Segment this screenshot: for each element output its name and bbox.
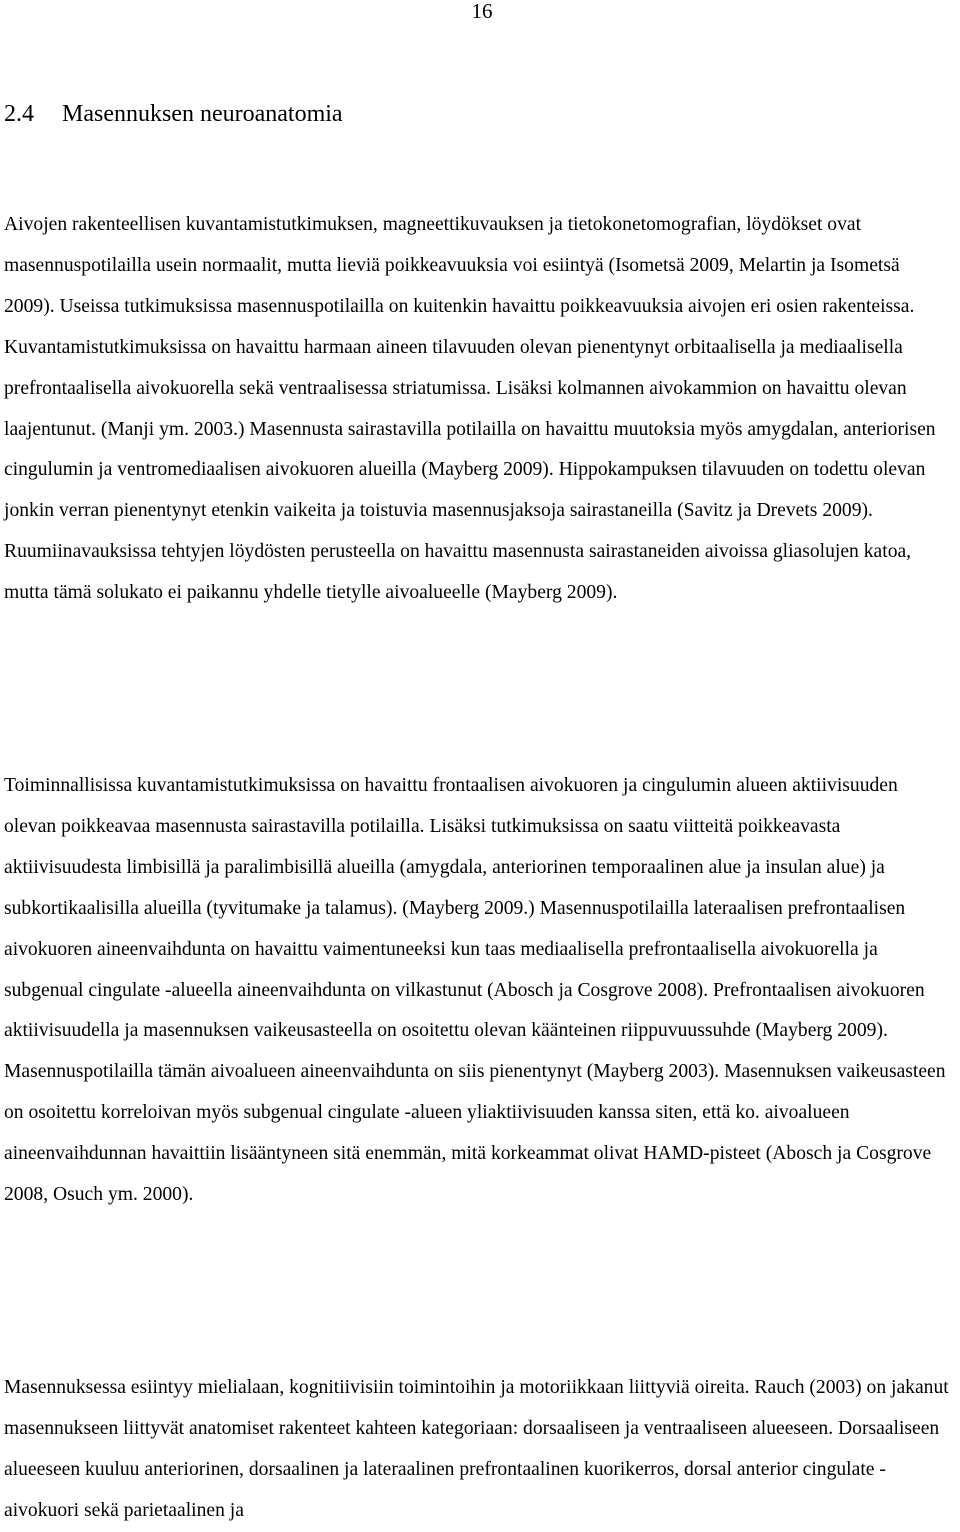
paragraph-symptom-categories: Masennuksessa esiintyy mielialaan, kognitiivisiin toimintoihin ja motoriikkaan liittyviä oireita. Rauch (2003) on jakanut masennukseen liittyvät anatomiset rakenteet kahteen kategoriaan: dorsaaliseen ja ventraaliseen alueeseen. Dorsaaliseen alueeseen kuuluu anteriorinen, dorsaalinen ja lateraalinen prefrontaalinen kuorikerros, dorsal anterior cingulate -aivokuori sekä parietaalinen ja: [4, 1377, 949, 1521]
section-number: 2.4: [4, 101, 34, 127]
paragraph-structural-imaging: Aivojen rakenteellisen kuvantamistutkimuksen, magneettikuvauksen ja tietokonetomografian, löydökset ovat masennuspotilailla usein normaalit, mutta lieviä poikkeavuuksia voi esiintyä (Isometsä 2009, Melartin ja Isometsä 2009). Useissa tutkimuksissa masennuspotilailla on kuitenkin havaittu poikkeavuuksia aivojen eri osien rakenteissa. Kuvantamistutkimuksissa on havaittu harmaan aineen tilavuuden olevan pienentynyt orbitaalisella ja mediaalisella prefrontaalisella aivokuorella sekä ventraalisessa striatumissa. Lisäksi kolmannen aivokammion on havaittu olevan laajentunut. (Manji ym. 2003.) Masennusta sairastavilla potilailla on havaittu muutoksia myös amygdalan, anteriorisen cingulumin ja ventromediaalisen aivokuoren alueilla (Mayberg 2009). Hippokampuksen tilavuuden on todettu olevan jonkin verran pienentynyt etenkin vaikeita ja toistuvia masennusjaksoja sairastaneilla (Savitz ja Drevets 2009). Ruumiinavauksissa tehtyjen löydösten perusteella on havaittu masennusta sairastaneiden aivoissa gliasolujen katoa, mutta tämä solukato ei paikannu yhdelle tietylle aivoalueelle (Mayberg 2009).: [4, 214, 936, 604]
section-title: Masennuksen neuroanatomia: [62, 101, 343, 127]
section-heading: [4, 98, 343, 130]
page-number: 16: [471, 0, 493, 23]
paragraph-functional-imaging: Toiminnallisissa kuvantamistutkimuksissa on havaittu frontaalisen aivokuoren ja cingulumin alueen aktiivisuuden olevan poikkeavaa masennusta sairastavilla potilailla. Lisäksi tutkimuksissa on saatu viitteitä poikkeavasta aktiivisuudesta limbisillä ja paralimbisillä alueilla (amygdala, anteriorinen temporaalinen alue ja insulan alue) ja subkortikaalisilla alueilla (tyvitumake ja talamus). (Mayberg 2009.) Masennuspotilailla lateraalisen prefrontaalisen aivokuoren aineenvaihdunta on havaittu vaimentuneeksi kun taas mediaalisella prefrontaalisella aivokuorella ja subgenual cingulate -alueella aineenvaihdunta on vilkastunut (Abosch ja Cosgrove 2008). Prefrontaalisen aivokuoren aktiivisuudella ja masennuksen vaikeusasteella on osoitettu olevan käänteinen riippuvuussuhde (Mayberg 2009). Masennuspotilailla tämän aivoalueen aineenvaihdunta on siis pienentynyt (Mayberg 2003). Masennuksen vaikeusasteen on osoitettu korreloivan myös subgenual cingulate -alueen yliaktiivisuuden kanssa siten, että ko. aivoalueen aineenvaihdunnan havaittiin lisääntyneen sitä enemmän, mitä korkeammat olivat HAMD-pisteet (Abosch ja Cosgrove 2008, Osuch ym. 2000).: [4, 775, 946, 1206]
